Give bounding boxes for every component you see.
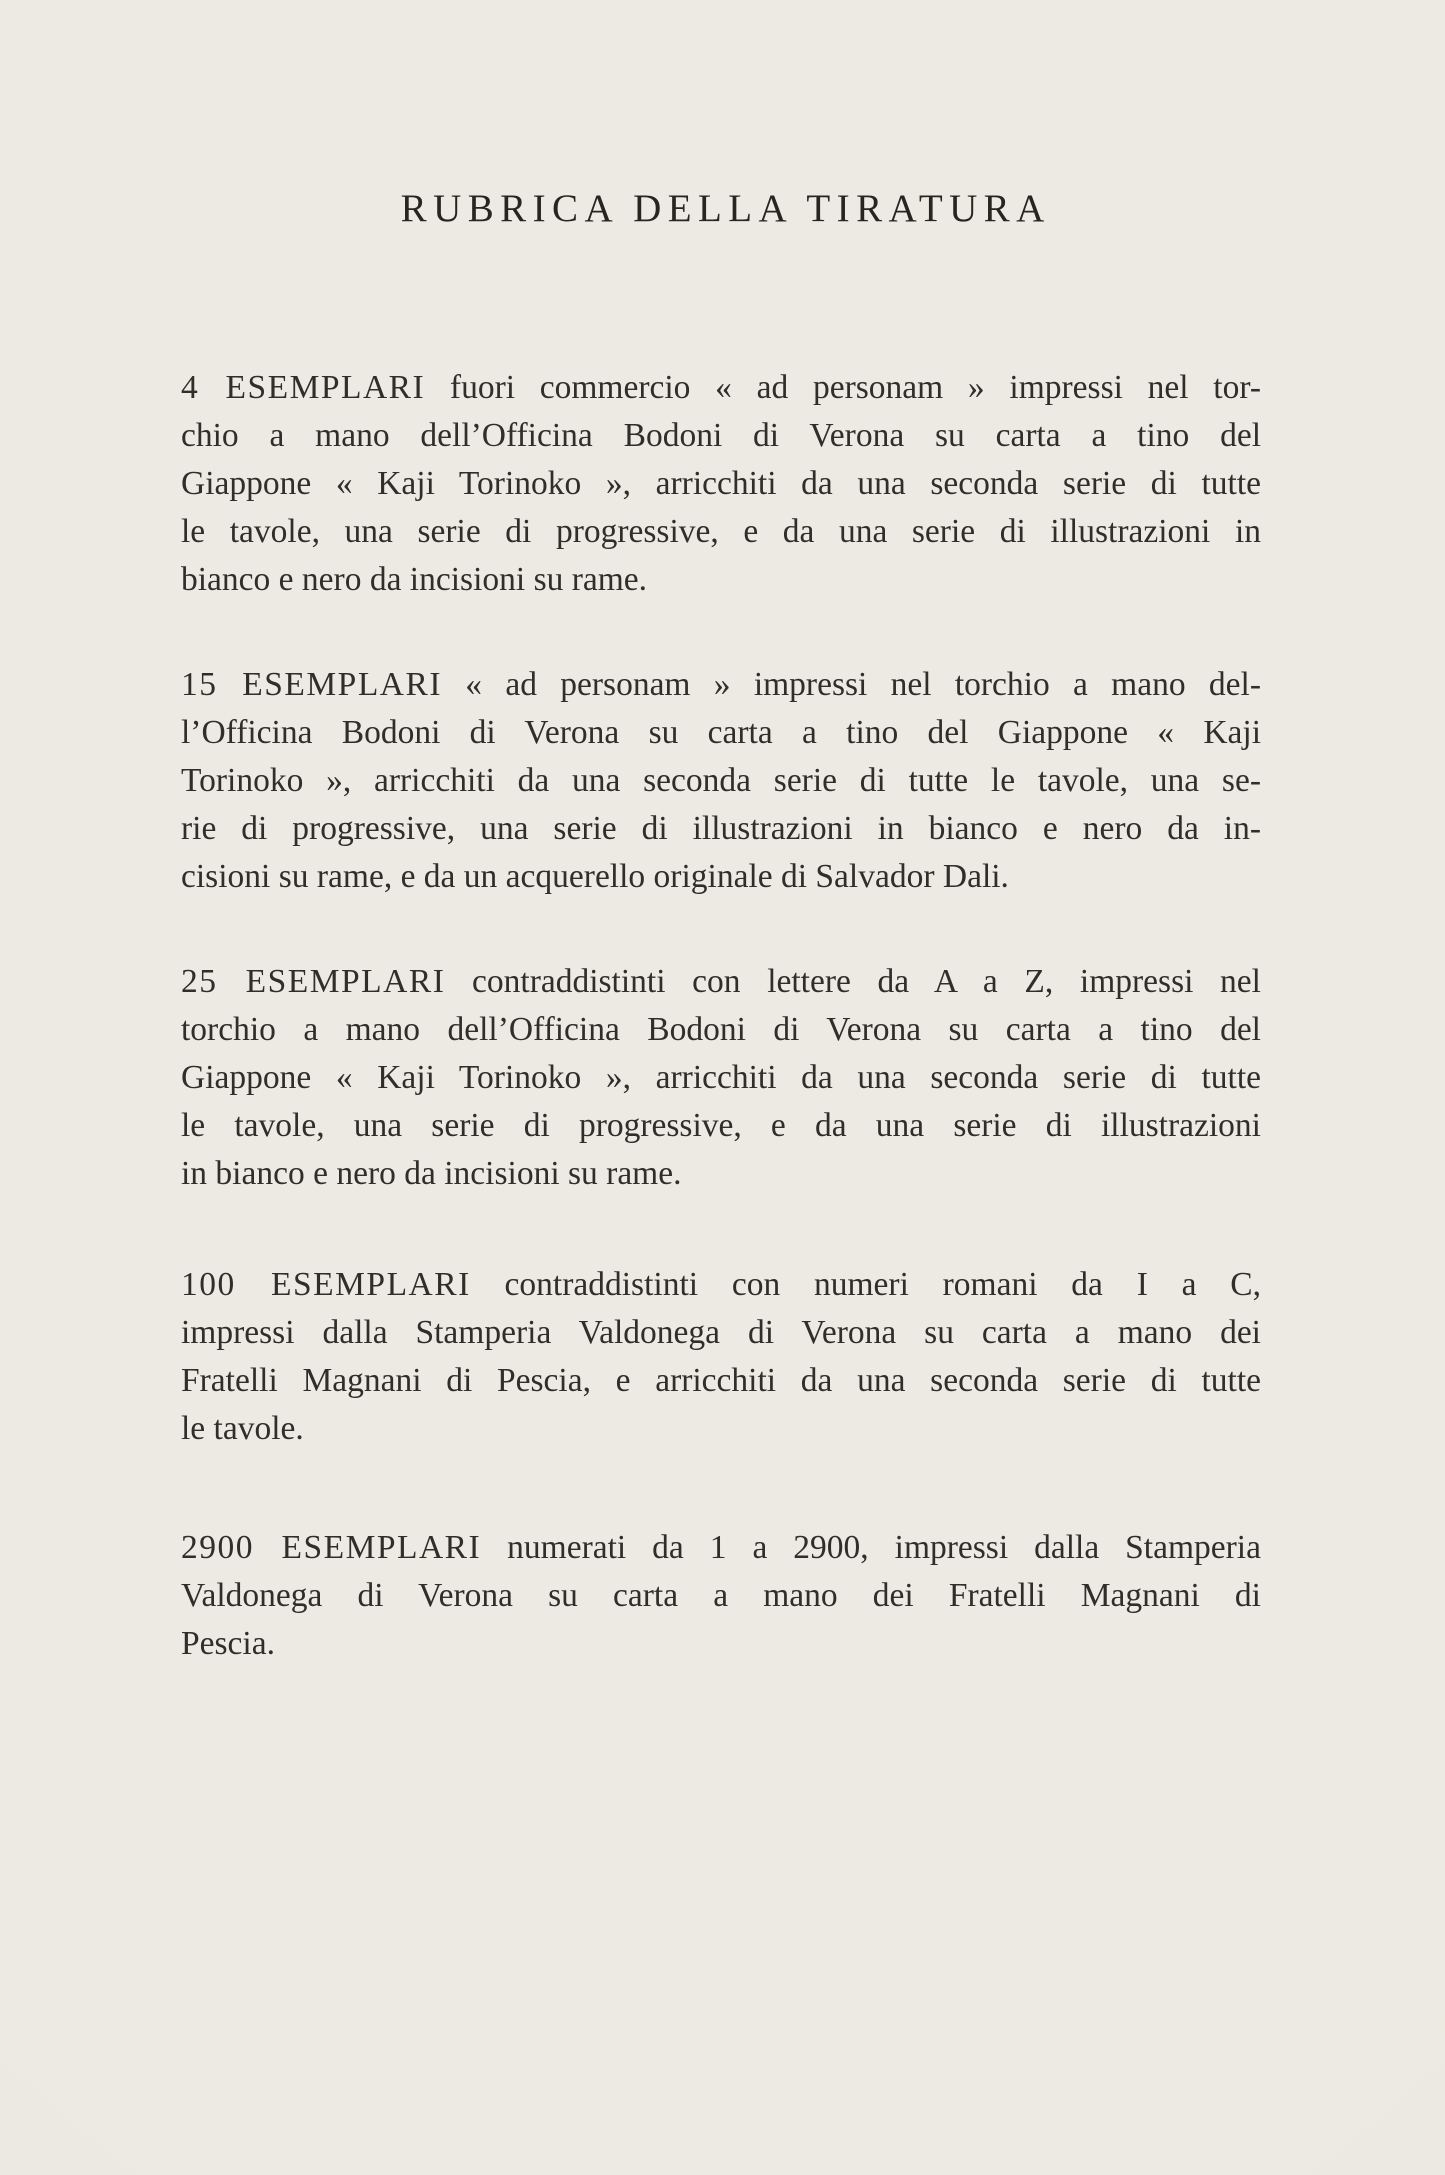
text-line: 2900 ESEMPLARI numerati da 1 a 2900, impressi dalla Stamperia (181, 1529, 1261, 1566)
text-line: 15 ESEMPLARI « ad personam » impressi nel torchio a mano del- (181, 666, 1261, 703)
text-line: rie di progressive, una serie di illustrazioni in bianco e nero da in- (181, 810, 1261, 847)
text-line: l’Officina Bodoni di Verona su carta a tino del Giappone « Kaji (181, 714, 1261, 751)
text-line: bianco e nero da incisioni su rame. (181, 561, 648, 598)
text-line: Giappone « Kaji Torinoko », arricchiti da una seconda serie di tutte (181, 1059, 1261, 1096)
text-line: Fratelli Magnani di Pescia, e arricchiti da una seconda serie di tutte (181, 1362, 1261, 1399)
edition-paragraph (181, 661, 1261, 901)
text-line: Valdonega di Verona su carta a mano dei Fratelli Magnani di (181, 1577, 1261, 1614)
tiratura-text-block (181, 364, 1261, 1725)
text-line: Giappone « Kaji Torinoko », arricchiti da una seconda serie di tutte (181, 465, 1261, 502)
edition-paragraph (181, 364, 1261, 604)
page-title: RUBRICA DELLA TIRATURA (400, 187, 1051, 230)
edition-paragraph (181, 1524, 1261, 1668)
edition-count-lead: 25 ESEMPLARI (181, 963, 446, 1000)
text-line: torchio a mano dell’Officina Bodoni di Verona su carta a tino del (181, 1011, 1261, 1048)
text-line: Torinoko », arricchiti da una seconda serie di tutte le tavole, una se- (181, 762, 1261, 799)
edition-paragraph (181, 958, 1261, 1198)
edition-count-lead: 15 ESEMPLARI (181, 666, 443, 703)
text-line: le tavole, una serie di progressive, e da una serie di illustrazioni in (181, 513, 1261, 550)
text-line: in bianco e nero da incisioni su rame. (181, 1155, 682, 1192)
text-line: le tavole. (181, 1410, 304, 1447)
text-line: cisioni su rame, e da un acquerello originale di Salvador Dali. (181, 858, 1009, 895)
edition-paragraph (181, 1261, 1261, 1453)
text-line: impressi dalla Stamperia Valdonega di Verona su carta a mano dei (181, 1314, 1261, 1351)
edition-count-lead: 2900 ESEMPLARI (181, 1529, 482, 1566)
text-line: le tavole, una serie di progressive, e da una serie di illustrazioni (181, 1107, 1261, 1144)
text-line: 100 ESEMPLARI contraddistinti con numeri romani da I a C, (181, 1266, 1261, 1303)
text-line: 4 ESEMPLARI fuori commercio « ad personam » impressi nel tor- (181, 369, 1261, 406)
text-line: chio a mano dell’Officina Bodoni di Verona su carta a tino del (181, 417, 1261, 454)
edition-count-lead: 100 ESEMPLARI (181, 1266, 471, 1303)
edition-count-lead: 4 ESEMPLARI (181, 369, 426, 406)
text-line: Pescia. (181, 1625, 275, 1662)
text-line: 25 ESEMPLARI contraddistinti con lettere da A a Z, impressi nel (181, 963, 1261, 1000)
